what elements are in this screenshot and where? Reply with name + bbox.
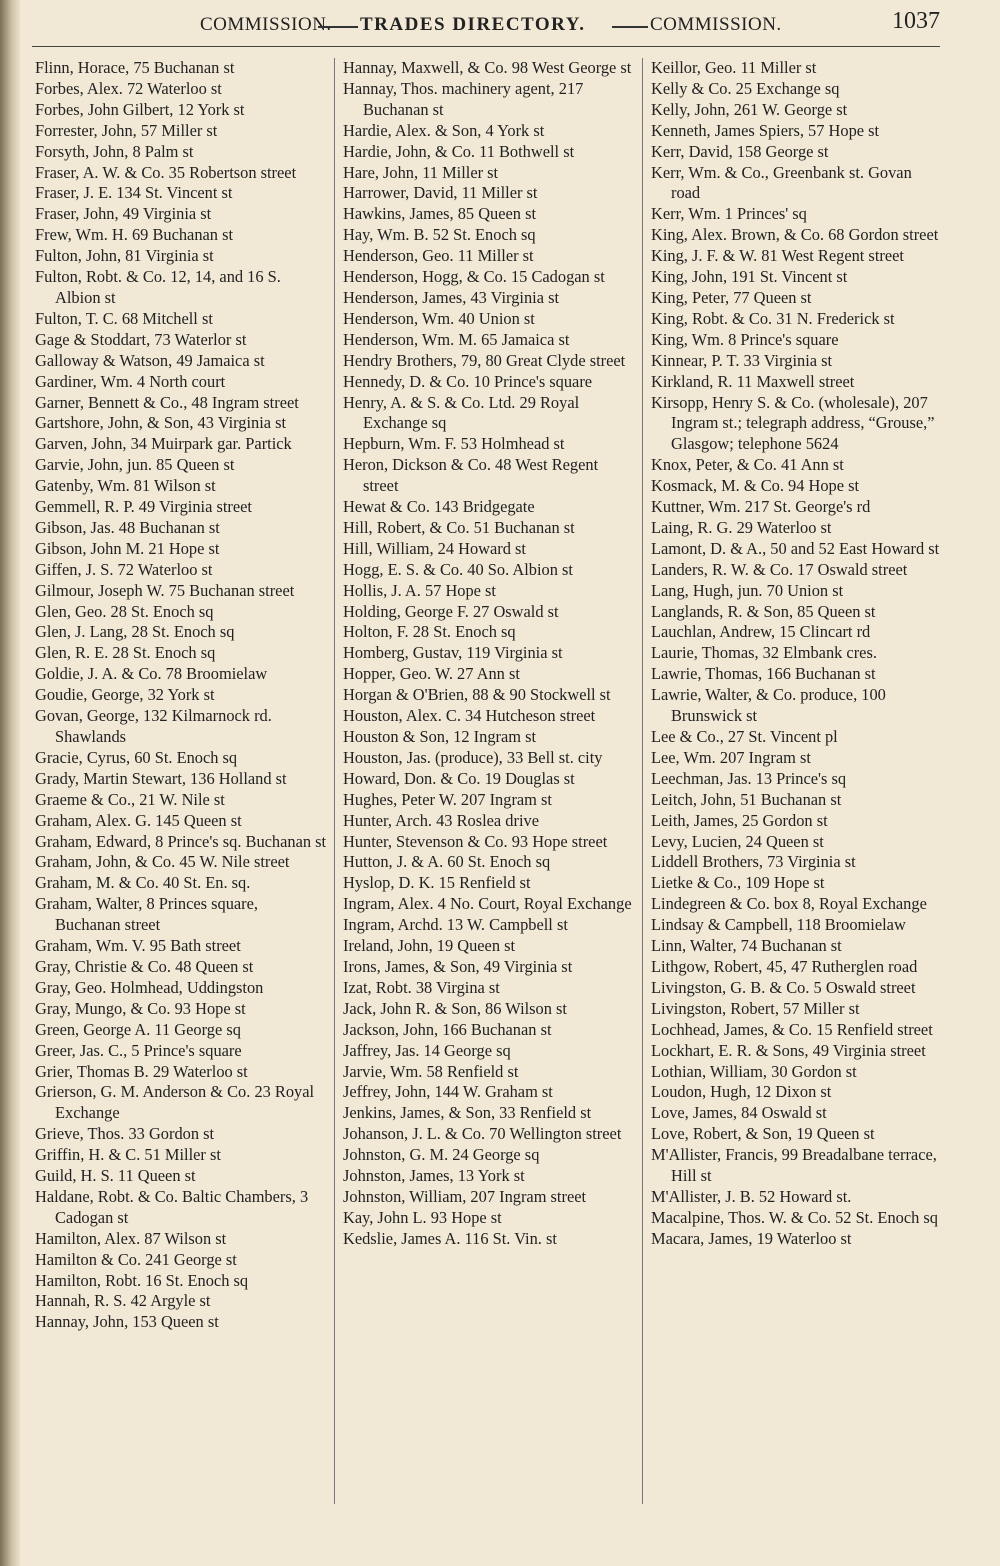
directory-entry: Lockhart, E. R. & Sons, 49 Virginia street [651, 1040, 926, 1060]
directory-entry: Lindegreen & Co. box 8, Royal Exchange [651, 894, 927, 914]
directory-entry: Hogg, E. S. & Co. 40 So. Albion st [343, 559, 573, 579]
directory-entry: Grady, Martin Stewart, 136 Holland st [35, 768, 287, 788]
header-right-title: COMMISSION. [650, 14, 782, 35]
directory-entry: Lamont, D. & A., 50 and 52 East Howard st [651, 538, 940, 558]
directory-entry: Hamilton, Alex. 87 Wilson st [35, 1228, 227, 1248]
directory-entry: Hewat & Co. 143 Bridgegate [343, 497, 535, 517]
directory-entry: King, J. F. & W. 81 West Regent street [651, 246, 904, 266]
directory-entry: Holding, George F. 27 Oswald st [343, 601, 559, 621]
directory-column-1 [35, 58, 327, 1558]
directory-entry: Jackson, John, 166 Buchanan st [343, 1019, 552, 1039]
directory-entry: Kedslie, James A. 116 St. Vin. st [343, 1228, 557, 1248]
directory-entry: Henderson, Wm. M. 65 Jamaica st [343, 329, 570, 349]
directory-entry: Gray, Geo. Holmhead, Uddingston [35, 977, 264, 997]
directory-entry: Forrester, John, 57 Miller st [35, 120, 218, 140]
directory-entry: Kosmack, M. & Co. 94 Hope st [651, 476, 860, 496]
directory-entry: Lang, Hugh, jun. 70 Union st [651, 580, 844, 600]
directory-entry: Graeme & Co., 21 W. Nile st [35, 789, 225, 809]
directory-entry: Lauchlan, Andrew, 15 Clincart rd [651, 622, 871, 642]
directory-entry: Gracie, Cyrus, 60 St. Enoch sq [35, 747, 238, 767]
directory-entry: Leitch, John, 51 Buchanan st [651, 789, 842, 809]
page-number: 1037 [892, 8, 940, 34]
directory-entry: Hughes, Peter W. 207 Ingram st [343, 789, 552, 809]
directory-entry: Lothian, William, 30 Gordon st [651, 1061, 857, 1081]
header-left-title: COMMISSION. [200, 14, 332, 35]
header-dash [318, 26, 358, 28]
directory-entry: Gray, Christie & Co. 48 Queen st [35, 956, 254, 976]
directory-entry: Kinnear, P. T. 33 Virginia st [651, 350, 833, 370]
directory-entry: Graham, Edward, 8 Prince's sq. Buchanan st [35, 831, 327, 851]
directory-entry: Jeffrey, John, 144 W. Graham st [343, 1082, 553, 1102]
directory-column-2 [343, 58, 633, 1558]
directory-entry: Graham, Alex. G. 145 Queen st [35, 810, 242, 830]
directory-entry: Hare, John, 11 Miller st [343, 162, 499, 182]
directory-entry: King, Peter, 77 Queen st [651, 287, 812, 307]
directory-entry: Hill, William, 24 Howard st [343, 538, 526, 558]
directory-entry: Hardie, Alex. & Son, 4 York st [343, 120, 545, 140]
directory-entry: Kirsopp, Henry S. & Co. (wholesale), 207 Ingram st.; telegraph address, “Grouse,” Glasgow; telephone 5624 [651, 392, 935, 454]
directory-entry: Kenneth, James Spiers, 57 Hope st [651, 120, 880, 140]
directory-entry: Graham, M. & Co. 40 St. En. sq. [35, 873, 251, 893]
directory-entry: Lochhead, James, & Co. 15 Renfield street [651, 1019, 933, 1039]
directory-entry: Henderson, Geo. 11 Miller st [343, 246, 534, 266]
directory-entry: Henderson, Wm. 40 Union st [343, 308, 535, 328]
directory-entry: Green, George A. 11 George sq [35, 1019, 241, 1039]
directory-entry: Houston, Alex. C. 34 Hutcheson street [343, 706, 596, 726]
directory-entry: Hay, Wm. B. 52 St. Enoch sq [343, 225, 536, 245]
directory-entry: Haldane, Robt. & Co. Baltic Chambers, 3 Cadogan st [35, 1186, 309, 1227]
directory-entry: Lithgow, Robert, 45, 47 Rutherglen road [651, 956, 918, 976]
directory-entry: Liddell Brothers, 73 Virginia st [651, 852, 856, 872]
directory-entry: Henderson, Hogg, & Co. 15 Cadogan st [343, 267, 605, 287]
directory-entry: Livingston, Robert, 57 Miller st [651, 998, 860, 1018]
directory-entry: Johanson, J. L. & Co. 70 Wellington street [343, 1124, 622, 1144]
page-gutter [0, 0, 20, 1566]
directory-entry: Macara, James, 19 Waterloo st [651, 1228, 852, 1248]
directory-entry: Gatenby, Wm. 81 Wilson st [35, 476, 216, 496]
directory-entry: Loudon, Hugh, 12 Dixon st [651, 1082, 832, 1102]
directory-entry: Hyslop, D. K. 15 Renfield st [343, 873, 531, 893]
directory-entry: Love, Robert, & Son, 19 Queen st [651, 1124, 875, 1144]
directory-entry: King, Robt. & Co. 31 N. Frederick st [651, 308, 895, 328]
directory-entry: Ingram, Alex. 4 No. Court, Royal Exchange [343, 894, 632, 914]
directory-entry: Flinn, Horace, 75 Buchanan st [35, 58, 235, 77]
column-divider [642, 58, 643, 1504]
directory-entry: Fraser, John, 49 Virginia st [35, 204, 212, 224]
directory-entry: Grierson, G. M. Anderson & Co. 23 Royal Exchange [35, 1082, 315, 1123]
directory-entry: Goudie, George, 32 York st [35, 685, 215, 705]
directory-entry: Hamilton, Robt. 16 St. Enoch sq [35, 1270, 249, 1290]
directory-entry: Graham, Walter, 8 Princes square, Buchanan street [35, 894, 259, 935]
directory-entry: Hannay, John, 153 Queen st [35, 1312, 219, 1332]
directory-entry: Love, James, 84 Oswald st [651, 1103, 827, 1123]
directory-entry: M'Allister, Francis, 99 Breadalbane terrace, Hill st [651, 1145, 937, 1186]
directory-entry: Garvie, John, jun. 85 Queen st [35, 455, 235, 475]
directory-entry: Fulton, John, 81 Virginia st [35, 246, 214, 266]
directory-entry: Gardiner, Wm. 4 North court [35, 371, 226, 391]
directory-entry: Houston, Jas. (produce), 33 Bell st. city [343, 747, 603, 767]
directory-entry: Johnston, James, 13 York st [343, 1166, 525, 1186]
directory-entry: Johnston, William, 207 Ingram street [343, 1186, 587, 1206]
directory-entry: Horgan & O'Brien, 88 & 90 Stockwell st [343, 685, 611, 705]
directory-entry: Kerr, Wm. 1 Princes' sq [651, 204, 807, 224]
directory-entry: Hendry Brothers, 79, 80 Great Clyde street [343, 350, 626, 370]
directory-entry: Knox, Peter, & Co. 41 Ann st [651, 455, 844, 475]
directory-entry: Forbes, John Gilbert, 12 York st [35, 99, 245, 119]
directory-entry: Houston & Son, 12 Ingram st [343, 727, 537, 746]
directory-entry: Garven, John, 34 Muirpark gar. Partick [35, 434, 292, 454]
header-dash [612, 26, 648, 28]
directory-entry: Levy, Lucien, 24 Queen st [651, 831, 824, 851]
directory-entry: Jaffrey, Jas. 14 George sq [343, 1040, 511, 1060]
directory-entry: Ireland, John, 19 Queen st [343, 936, 516, 956]
directory-entry: Greer, Jas. C., 5 Prince's square [35, 1040, 242, 1060]
directory-entry: Kelly, John, 261 W. George st [651, 99, 848, 119]
directory-entry: Graham, John, & Co. 45 W. Nile street [35, 852, 290, 872]
directory-entry: Gartshore, John, & Son, 43 Virginia st [35, 413, 287, 433]
directory-entry: Graham, Wm. V. 95 Bath street [35, 936, 241, 956]
directory-entry: Hannay, Thos. machinery agent, 217 Buchanan st [343, 78, 584, 119]
directory-entry: King, Alex. Brown, & Co. 68 Gordon street [651, 225, 939, 245]
directory-entry: Glen, J. Lang, 28 St. Enoch sq [35, 622, 235, 642]
directory-entry: Hunter, Arch. 43 Roslea drive [343, 810, 539, 830]
directory-entry: Griffin, H. & C. 51 Miller st [35, 1145, 221, 1165]
directory-entry: Jarvie, Wm. 58 Renfield st [343, 1061, 519, 1081]
directory-entry: Jack, John R. & Son, 86 Wilson st [343, 998, 567, 1018]
directory-entry: Lindsay & Campbell, 118 Broomielaw [651, 915, 906, 935]
directory-entry: Glen, R. E. 28 St. Enoch sq [35, 643, 216, 663]
directory-entry: Leith, James, 25 Gordon st [651, 810, 828, 830]
directory-entry: Kay, John L. 93 Hope st [343, 1207, 502, 1227]
directory-entry: Laurie, Thomas, 32 Elmbank cres. [651, 643, 877, 663]
directory-entry: Lietke & Co., 109 Hope st [651, 873, 825, 893]
directory-entry: Izat, Robt. 38 Virgina st [343, 977, 500, 997]
directory-entry: Kirkland, R. 11 Maxwell street [651, 371, 855, 391]
directory-entry: Hannah, R. S. 42 Argyle st [35, 1291, 211, 1311]
directory-entry: Kerr, David, 158 George st [651, 141, 829, 161]
directory-entry: Gray, Mungo, & Co. 93 Hope st [35, 998, 246, 1018]
directory-entry: Langlands, R. & Son, 85 Queen st [651, 601, 876, 621]
directory-entry: Henry, A. & S. & Co. Ltd. 29 Royal Exchange sq [343, 392, 580, 433]
directory-entry: Hunter, Stevenson & Co. 93 Hope street [343, 831, 608, 851]
directory-entry: Hepburn, Wm. F. 53 Holmhead st [343, 434, 565, 454]
directory-entry: Heron, Dickson & Co. 48 West Regent street [343, 455, 599, 496]
directory-entry: Linn, Walter, 74 Buchanan st [651, 936, 842, 956]
directory-entry: Livingston, G. B. & Co. 5 Oswald street [651, 977, 916, 997]
directory-entry: Govan, George, 132 Kilmarnock rd. Shawlands [35, 706, 272, 746]
directory-entry: Laing, R. G. 29 Waterloo st [651, 517, 832, 537]
directory-entry: Hawkins, James, 85 Queen st [343, 204, 537, 224]
directory-entry: Harrower, David, 11 Miller st [343, 183, 538, 203]
header-center-title: TRADES DIRECTORY. [360, 14, 586, 35]
directory-entry: Fraser, J. E. 134 St. Vincent st [35, 183, 233, 203]
directory-entry: Giffen, J. S. 72 Waterloo st [35, 559, 213, 579]
directory-entry: Kuttner, Wm. 217 St. George's rd [651, 497, 871, 517]
directory-entry: Gilmour, Joseph W. 75 Buchanan street [35, 580, 295, 600]
column-divider [334, 58, 335, 1504]
directory-entry: Lee & Co., 27 St. Vincent pl [651, 727, 838, 746]
directory-entry: Jenkins, James, & Son, 33 Renfield st [343, 1103, 592, 1123]
directory-entry: Garner, Bennett & Co., 48 Ingram street [35, 392, 299, 412]
directory-entry: Frew, Wm. H. 69 Buchanan st [35, 225, 234, 245]
directory-entry: Gibson, Jas. 48 Buchanan st [35, 517, 220, 537]
directory-entry: Fulton, T. C. 68 Mitchell st [35, 308, 213, 328]
directory-entry: Henderson, James, 43 Virginia st [343, 287, 560, 307]
directory-entry: Fraser, A. W. & Co. 35 Robertson street [35, 162, 297, 182]
directory-entry: Hutton, J. & A. 60 St. Enoch sq [343, 852, 551, 872]
directory-entry: Landers, R. W. & Co. 17 Oswald street [651, 559, 908, 579]
directory-entry: Hill, Robert, & Co. 51 Buchanan st [343, 517, 575, 537]
directory-entry: Ingram, Archd. 13 W. Campbell st [343, 915, 568, 935]
directory-entry: Grieve, Thos. 33 Gordon st [35, 1124, 215, 1144]
directory-entry: Lawrie, Walter, & Co. produce, 100 Brunswick st [651, 685, 886, 726]
directory-entry: Grier, Thomas B. 29 Waterloo st [35, 1061, 248, 1081]
header-rule [32, 46, 940, 47]
directory-entry: Lee, Wm. 207 Ingram st [651, 747, 811, 767]
directory-entry: Leechman, Jas. 13 Prince's sq [651, 768, 847, 788]
directory-entry: Hollis, J. A. 57 Hope st [343, 580, 496, 600]
directory-entry: Kelly & Co. 25 Exchange sq [651, 78, 840, 98]
directory-entry: Lawrie, Thomas, 166 Buchanan st [651, 664, 876, 684]
directory-column-3 [651, 58, 940, 1558]
directory-entry: Homberg, Gustav, 119 Virginia st [343, 643, 563, 663]
directory-entry: Howard, Don. & Co. 19 Douglas st [343, 768, 575, 788]
directory-entry: Fulton, Robt. & Co. 12, 14, and 16 S. Albion st [35, 267, 281, 307]
directory-entry: M'Allister, J. B. 52 Howard st. [651, 1186, 852, 1206]
directory-entry: Glen, Geo. 28 St. Enoch sq [35, 601, 214, 621]
directory-entry: Goldie, J. A. & Co. 78 Broomielaw [35, 664, 268, 684]
directory-entry: Johnston, G. M. 24 George sq [343, 1145, 540, 1165]
directory-entry: King, John, 191 St. Vincent st [651, 267, 848, 287]
page-header [0, 0, 1000, 46]
directory-entry: Hennedy, D. & Co. 10 Prince's square [343, 371, 593, 391]
directory-entry: Forbes, Alex. 72 Waterloo st [35, 78, 222, 98]
directory-entry: King, Wm. 8 Prince's square [651, 329, 839, 349]
directory-entry: Holton, F. 28 St. Enoch sq [343, 622, 516, 642]
directory-entry: Gage & Stoddart, 73 Waterlor st [35, 329, 247, 349]
directory-entry: Hamilton & Co. 241 George st [35, 1249, 237, 1269]
directory-entry: Gibson, John M. 21 Hope st [35, 538, 220, 558]
directory-entry: Guild, H. S. 11 Queen st [35, 1166, 196, 1186]
directory-entry: Keillor, Geo. 11 Miller st [651, 58, 817, 77]
directory-entry: Irons, James, & Son, 49 Virginia st [343, 956, 573, 976]
directory-entry: Macalpine, Thos. W. & Co. 52 St. Enoch sq [651, 1207, 938, 1227]
directory-entry: Gemmell, R. P. 49 Virginia street [35, 497, 252, 517]
directory-entry: Hardie, John, & Co. 11 Bothwell st [343, 141, 575, 161]
directory-entry: Forsyth, John, 8 Palm st [35, 141, 194, 161]
directory-entry: Galloway & Watson, 49 Jamaica st [35, 350, 265, 370]
directory-entry: Hopper, Geo. W. 27 Ann st [343, 664, 520, 684]
directory-entry: Hannay, Maxwell, & Co. 98 West George st [343, 58, 632, 77]
directory-entry: Kerr, Wm. & Co., Greenbank st. Govan road [651, 162, 912, 203]
